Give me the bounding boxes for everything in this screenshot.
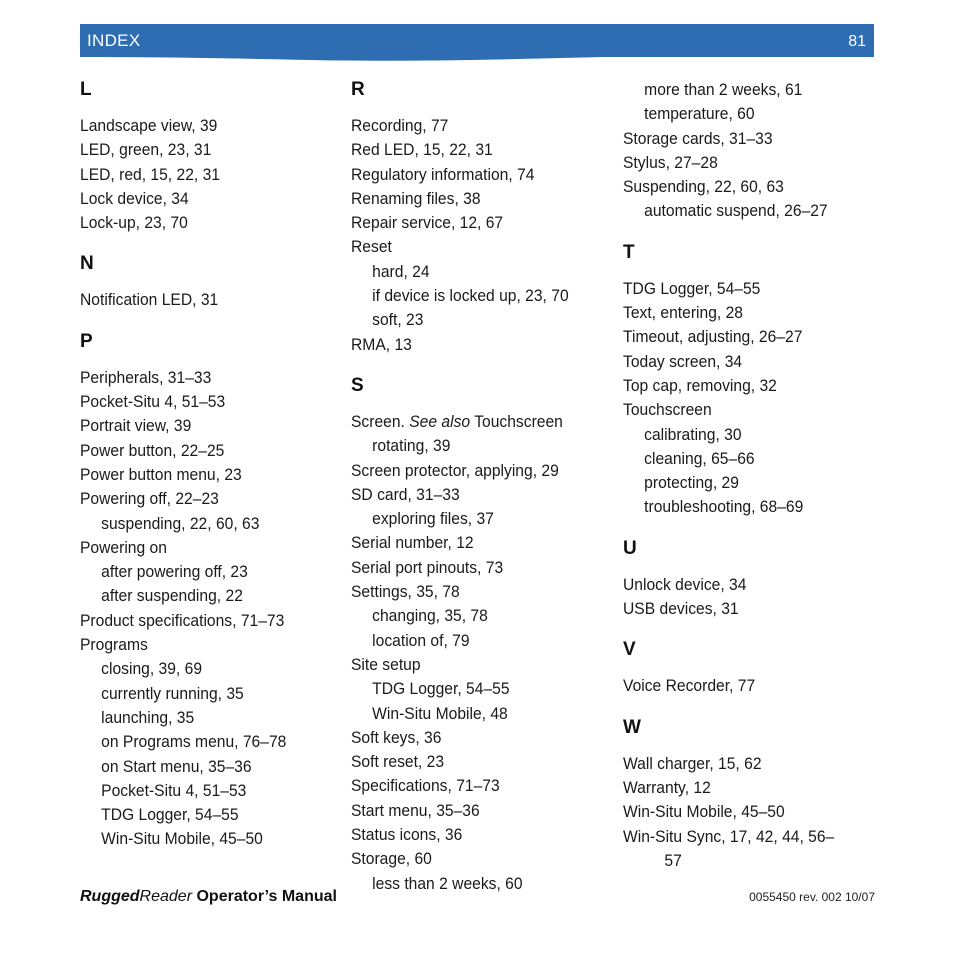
index-subentry: troubleshooting, 68–69 (644, 497, 804, 517)
index-entry: Stylus, 27–28 (623, 152, 718, 172)
index-subentry: less than 2 weeks, 60 (372, 873, 523, 893)
index-entry: Unlock device, 34 (623, 574, 747, 594)
index-entry: Recording, 77 (351, 116, 449, 135)
index-letter-heading: N (80, 253, 94, 275)
index-column-2 (351, 78, 613, 896)
index-entry: Renaming files, 38 (351, 188, 481, 208)
index-entry: TDG Logger, 54–55 (623, 278, 761, 298)
index-subentry: protecting, 29 (644, 473, 739, 493)
index-letter-heading: R (351, 79, 365, 100)
index-subentry: closing, 39, 69 (101, 659, 203, 679)
index-column-1 (80, 78, 342, 852)
index-subentry: TDG Logger, 54–55 (101, 805, 239, 825)
index-entry: RMA, 13 (351, 334, 412, 354)
index-letter-heading: W (623, 716, 641, 738)
index-subentry: TDG Logger, 54–55 (372, 679, 510, 699)
index-letter-heading: V (623, 639, 636, 661)
index-entry: Peripherals, 31–33 (80, 367, 212, 387)
index-entry (623, 825, 864, 874)
index-subentry: calibrating, 30 (644, 424, 742, 444)
index-entry: Warranty, 12 (623, 777, 711, 797)
index-letter-heading: T (623, 241, 635, 263)
index-entry: Powering off, 22–23 (80, 489, 219, 509)
index-entry: Specifications, 71–73 (351, 776, 500, 796)
entry-text: Win-Situ Sync, 17, 42, 44, 56– (623, 826, 835, 846)
index-entry: Repair service, 12, 67 (351, 213, 504, 233)
index-entry: Red LED, 15, 22, 31 (351, 140, 493, 160)
index-subentry: launching, 35 (101, 707, 195, 727)
index-subentry: location of, 79 (372, 630, 470, 650)
index-entry: LED, red, 15, 22, 31 (80, 164, 220, 184)
index-subentry: cleaning, 65–66 (644, 448, 755, 468)
index-entry: Programs (80, 635, 148, 655)
index-subentry: currently running, 35 (101, 683, 244, 703)
index-letter-heading: U (623, 537, 637, 559)
index-entry: Today screen, 34 (623, 351, 743, 371)
index-entry: Touchscreen (623, 400, 712, 420)
index-entry: Portrait view, 39 (80, 416, 192, 436)
index-entry: Settings, 35, 78 (351, 582, 460, 602)
index-entry: Serial number, 12 (351, 533, 474, 553)
index-entry: Voice Recorder, 77 (623, 676, 756, 696)
header-wave (80, 24, 874, 64)
index-entry: Site setup (351, 654, 421, 674)
index-subentry: Pocket-Situ 4, 51–53 (101, 780, 247, 800)
index-entry: Powering on (80, 537, 167, 557)
page-number: 81 (848, 33, 866, 50)
index-entry: Power button, 22–25 (80, 440, 225, 460)
index-column-3 (623, 78, 885, 873)
index-letter-heading: L (80, 79, 92, 100)
index-entry: Landscape view, 39 (80, 116, 218, 135)
index-entry: Storage, 60 (351, 849, 432, 869)
index-entry: Status icons, 36 (351, 825, 463, 845)
index-subentry: changing, 35, 78 (372, 606, 488, 626)
brand-reader: Reader (139, 888, 193, 905)
index-entry: Lock-up, 23, 70 (80, 213, 188, 233)
index-entry: Soft keys, 36 (351, 727, 442, 747)
index-entry (351, 410, 592, 434)
index-letter-heading: P (80, 330, 93, 352)
document-reference: 0055450 rev. 002 10/07 (749, 890, 875, 904)
index-subentry: more than 2 weeks, 61 (644, 80, 803, 99)
index-entry: Product specifications, 71–73 (80, 610, 285, 630)
index-subentry: exploring files, 37 (372, 509, 494, 529)
index-subentry: Win-Situ Mobile, 45–50 (101, 829, 263, 849)
index-entry: Wall charger, 15, 62 (623, 753, 762, 773)
index-entry: Storage cards, 31–33 (623, 128, 773, 148)
index-entry: LED, green, 23, 31 (80, 140, 212, 160)
index-entry: SD card, 31–33 (351, 484, 460, 504)
section-title: INDEX (87, 31, 141, 50)
see-also-text: See also (409, 411, 471, 431)
manual-label: Operator’s Manual (192, 888, 337, 905)
index-entry: Suspending, 22, 60, 63 (623, 177, 784, 197)
index-subentry: Win-Situ Mobile, 48 (372, 703, 508, 723)
index-subentry: hard, 24 (372, 261, 430, 281)
index-subentry: after powering off, 23 (101, 562, 248, 582)
index-entry: Regulatory information, 74 (351, 164, 535, 184)
entry-continuation: 57 (664, 850, 682, 870)
index-subentry: on Programs menu, 76–78 (101, 732, 287, 752)
index-subentry: automatic suspend, 26–27 (644, 201, 828, 221)
index-letter-heading: S (351, 374, 364, 396)
index-subentry: rotating, 39 (372, 436, 451, 456)
entry-reference: Touchscreen (470, 411, 563, 431)
index-entry: Start menu, 35–36 (351, 800, 480, 820)
index-subentry: if device is locked up, 23, 70 (372, 286, 569, 306)
index-subentry: temperature, 60 (644, 104, 755, 124)
index-subentry: soft, 23 (372, 310, 424, 330)
index-entry: Reset (351, 237, 392, 257)
index-entry: Power button menu, 23 (80, 464, 242, 484)
index-entry: Timeout, adjusting, 26–27 (623, 327, 803, 347)
index-entry: Soft reset, 23 (351, 752, 445, 772)
brand-rugged: Rugged (80, 888, 140, 905)
index-entry: Text, entering, 28 (623, 303, 743, 323)
index-entry: USB devices, 31 (623, 599, 739, 619)
footer-title (80, 888, 337, 906)
index-entry: Top cap, removing, 32 (623, 375, 777, 395)
entry-text: Screen. (351, 411, 410, 431)
index-entry: Serial port pinouts, 73 (351, 557, 504, 577)
index-entry: Lock device, 34 (80, 188, 189, 208)
index-entry: Screen protector, applying, 29 (351, 460, 559, 480)
index-entry: Pocket-Situ 4, 51–53 (80, 392, 226, 412)
index-entry: Notification LED, 31 (80, 290, 219, 310)
index-subentry: suspending, 22, 60, 63 (101, 513, 260, 533)
index-entry: Win-Situ Mobile, 45–50 (623, 802, 785, 822)
index-subentry: after suspending, 22 (101, 586, 243, 606)
index-subentry: on Start menu, 35–36 (101, 756, 252, 776)
